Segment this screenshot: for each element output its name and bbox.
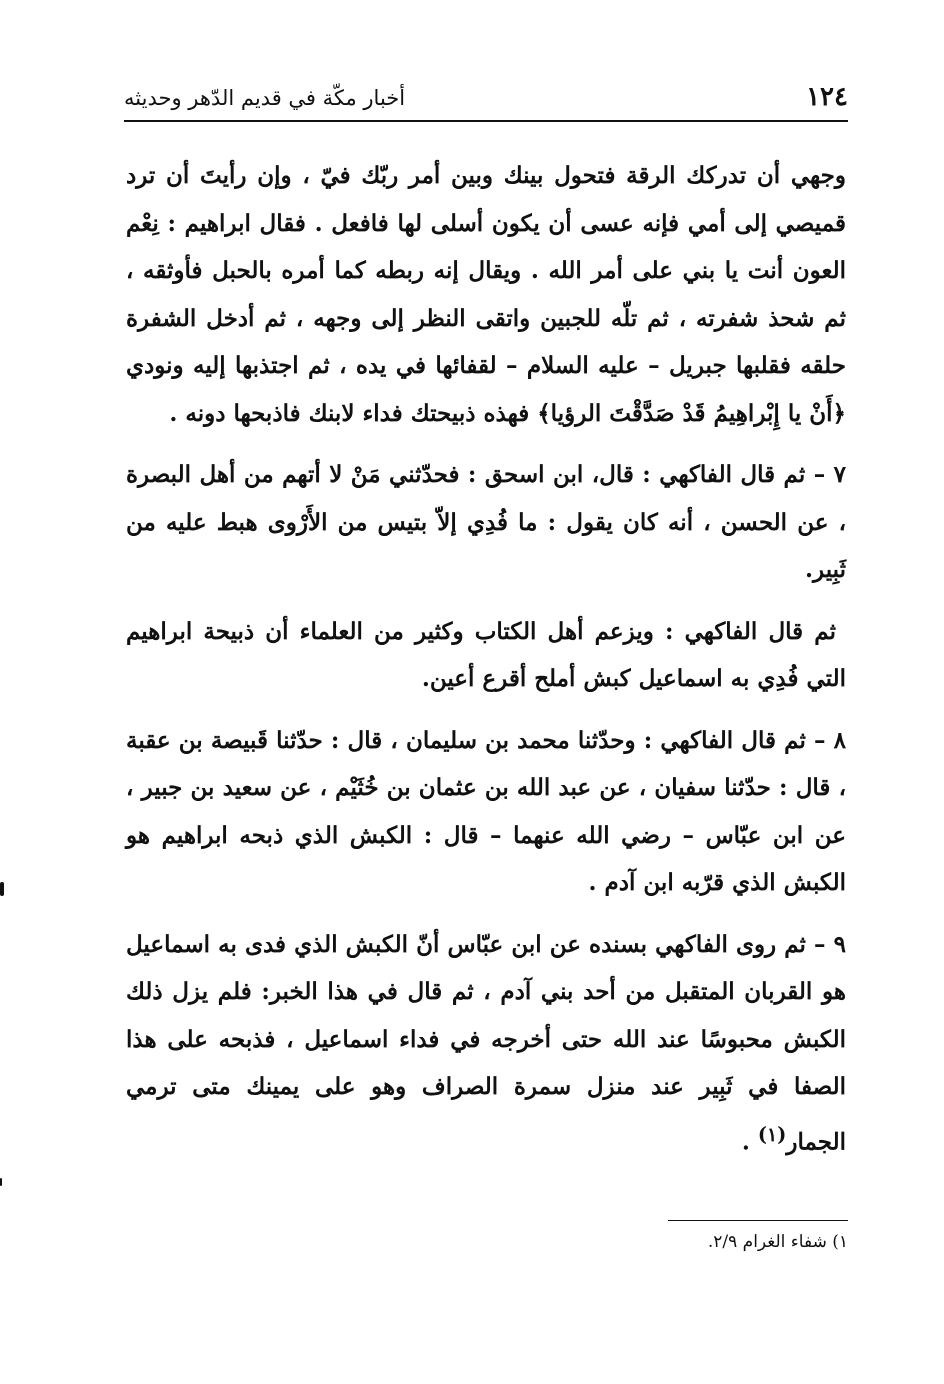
header-rule: [124, 120, 848, 122]
scan-edge-mark: [0, 882, 4, 896]
paragraph-7: ٧ – ثم قال الفاكهي : قال، ابن اسحق : فحدّثني مَنْ لا أتهم من أهل البصرة ، عن الحسن ، أنه كان يقول : ما فُدِي إلاّ بتيس من الأَرْوى هبط عليه من ثَبِير.: [126, 461, 846, 583]
footnote-1: ١) شفاء الغرام ٢/٩.: [707, 1232, 848, 1252]
footnote-ref-1: (١): [757, 1122, 787, 1146]
paragraph-8: ٨ – ثم قال الفاكهي : وحدّثنا محمد بن سليمان ، قال : حدّثنا قَبيصة بن عقبة ، قال : حدّثنا سفيان ، عن عبد الله بن عثمان بن خُثَيْم ، عن سعيد بن جبير ، عن ابن عبّاس – رضي الله عنهما – قال : الكبش الذي ذبحه ابراهيم هو الكبش الذي قرّبه ابن آدم .: [126, 726, 846, 896]
scan-edge-mark-lower: [0, 1178, 2, 1186]
running-head: أخبار مكّة في قديم الدّهر وحديثه: [124, 86, 406, 110]
paragraph-9-text: ٩ – ثم روى الفاكهي بسنده عن ابن عبّاس أنّ الكبش الذي فدى به اسماعيل هو القربان المتقبل من أحد بني آدم ، ثم قال في هذا الخبر: فلم يزل ذلك الكبش محبوسًا عند الله حتى أخرجه في فداء اسماعيل ، فذبحه على هذا الصفا في ثَبِير عند منزل سمرة الصراف وهو على يمينك متى ترمي الجمار: [126, 930, 846, 1156]
main-text: [126, 152, 846, 1180]
paragraph-fakihi-note: ثم قال الفاكهي : ويزعم أهل الكتاب وكثير من العلماء أن ذبيحة ابراهيم التي فُدِي به اسماعيل كبش أملح أقرع أعين.: [126, 617, 846, 692]
paragraph-9: [126, 921, 846, 1166]
paragraph-9-end: .: [741, 1128, 758, 1156]
paragraph-1: وجهي أن تدركك الرقة فتحول بينك وبين أمر ربّك فيّ ، وإن رأيتَ أن ترد قميصي إلى أمي فإنه عسى أن يكون أسلى لها فافعل . فقال ابراهيم : نِعْم العون أنت يا بني على أمر الله . ويقال إنه ربطه كما أمره بالحبل فأوثقه ، ثم شحذ شفرته ، ثم تلّه للجبين واتقى النظر إلى وجهه ، ثم أدخل الشفرة حلقه فقلبها جبريل – عليه السلام – لقفائها في يده ، ثم اجتذبها إليه ونودي ﴿أَنْ يا إِبْراهِيمُ قَدْ صَدَّقْتَ الرؤيا﴾ فهذه ذبيحتك فداء لابنك فاذبحها دونه .: [126, 162, 846, 427]
footnote-rule: [668, 1220, 848, 1221]
page-header: [124, 78, 848, 118]
page-number: ١٢٤: [806, 82, 848, 112]
